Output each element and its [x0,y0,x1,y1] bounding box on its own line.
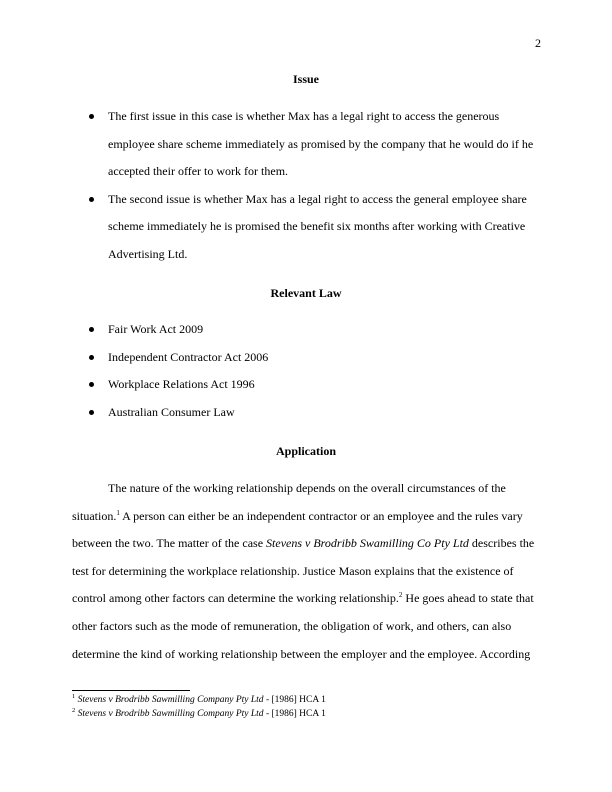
paragraph-text: A person can either be an independent contractor or an employee and the rules vary between the two. The matter of the case [72,508,523,551]
list-item [88,371,548,399]
issue-list [88,103,548,269]
case-name: Stevens v Brodribb Swamilling Co Pty Ltd [266,536,469,551]
footnote-citation: - [1986] HCA 1 [263,709,326,719]
footnote-ref[interactable]: 2 [398,591,403,600]
issue-text: The first issue in this case is whether Max has a legal right to access the generous employee share scheme immediately as promised by the company that he would do if he accepted their offer to work for them. [108,109,534,179]
footnotes [72,693,540,721]
paragraph-text: The nature of the working relationship depends on the overall circumstances of the situation. [72,481,506,523]
footnote [72,707,540,721]
footnote [72,693,540,707]
footnote-separator [72,690,190,691]
bullet-icon [89,197,94,202]
relevant-law-heading: Relevant Law [270,286,342,300]
law-list [88,316,548,426]
paragraph-text: describes the test for determining the workplace relationship. Justice Mason explains that the existence of control among other factors can determine the working relationship. [72,536,535,606]
application-paragraph [72,475,540,668]
footnote-mark: 1 [72,692,76,700]
application-heading: Application [275,444,336,458]
bullet-icon [89,355,94,360]
list-item [88,103,548,186]
bullet-icon [89,382,94,387]
footnote-case: Stevens v Brodribb Sawmilling Company Pty Ltd [77,695,264,705]
bullet-icon [89,410,94,415]
list-item [88,344,548,372]
law-text: Australian Consumer Law [108,404,235,419]
footnote-case: Stevens v Brodribb Sawmilling Company Pty Ltd [77,709,264,719]
law-text: Workplace Relations Act 1996 [108,377,255,392]
page-number: 2 [535,36,541,50]
law-text: Independent Contractor Act 2006 [108,349,269,364]
law-text: Fair Work Act 2009 [108,322,204,336]
list-item [88,399,548,427]
paragraph-text: He goes ahead to state that other factors such as the mode of remuneration, the obligation of work, and others, can also determine the kind of working relationship between the employer and the employee. According [72,591,534,661]
issue-text: The second issue is whether Max has a legal right to access the general employee share scheme immediately he is promised the benefit six months after working with Creative Advertising Ltd. [108,191,527,261]
footnote-ref[interactable]: 1 [116,508,120,517]
footnote-citation: - [1986] HCA 1 [263,695,326,705]
list-item [88,186,548,269]
bullet-icon [89,327,94,332]
issue-heading: Issue [292,72,319,86]
bullet-icon [89,114,94,119]
footnote-mark: 2 [72,706,76,714]
list-item [88,316,548,344]
